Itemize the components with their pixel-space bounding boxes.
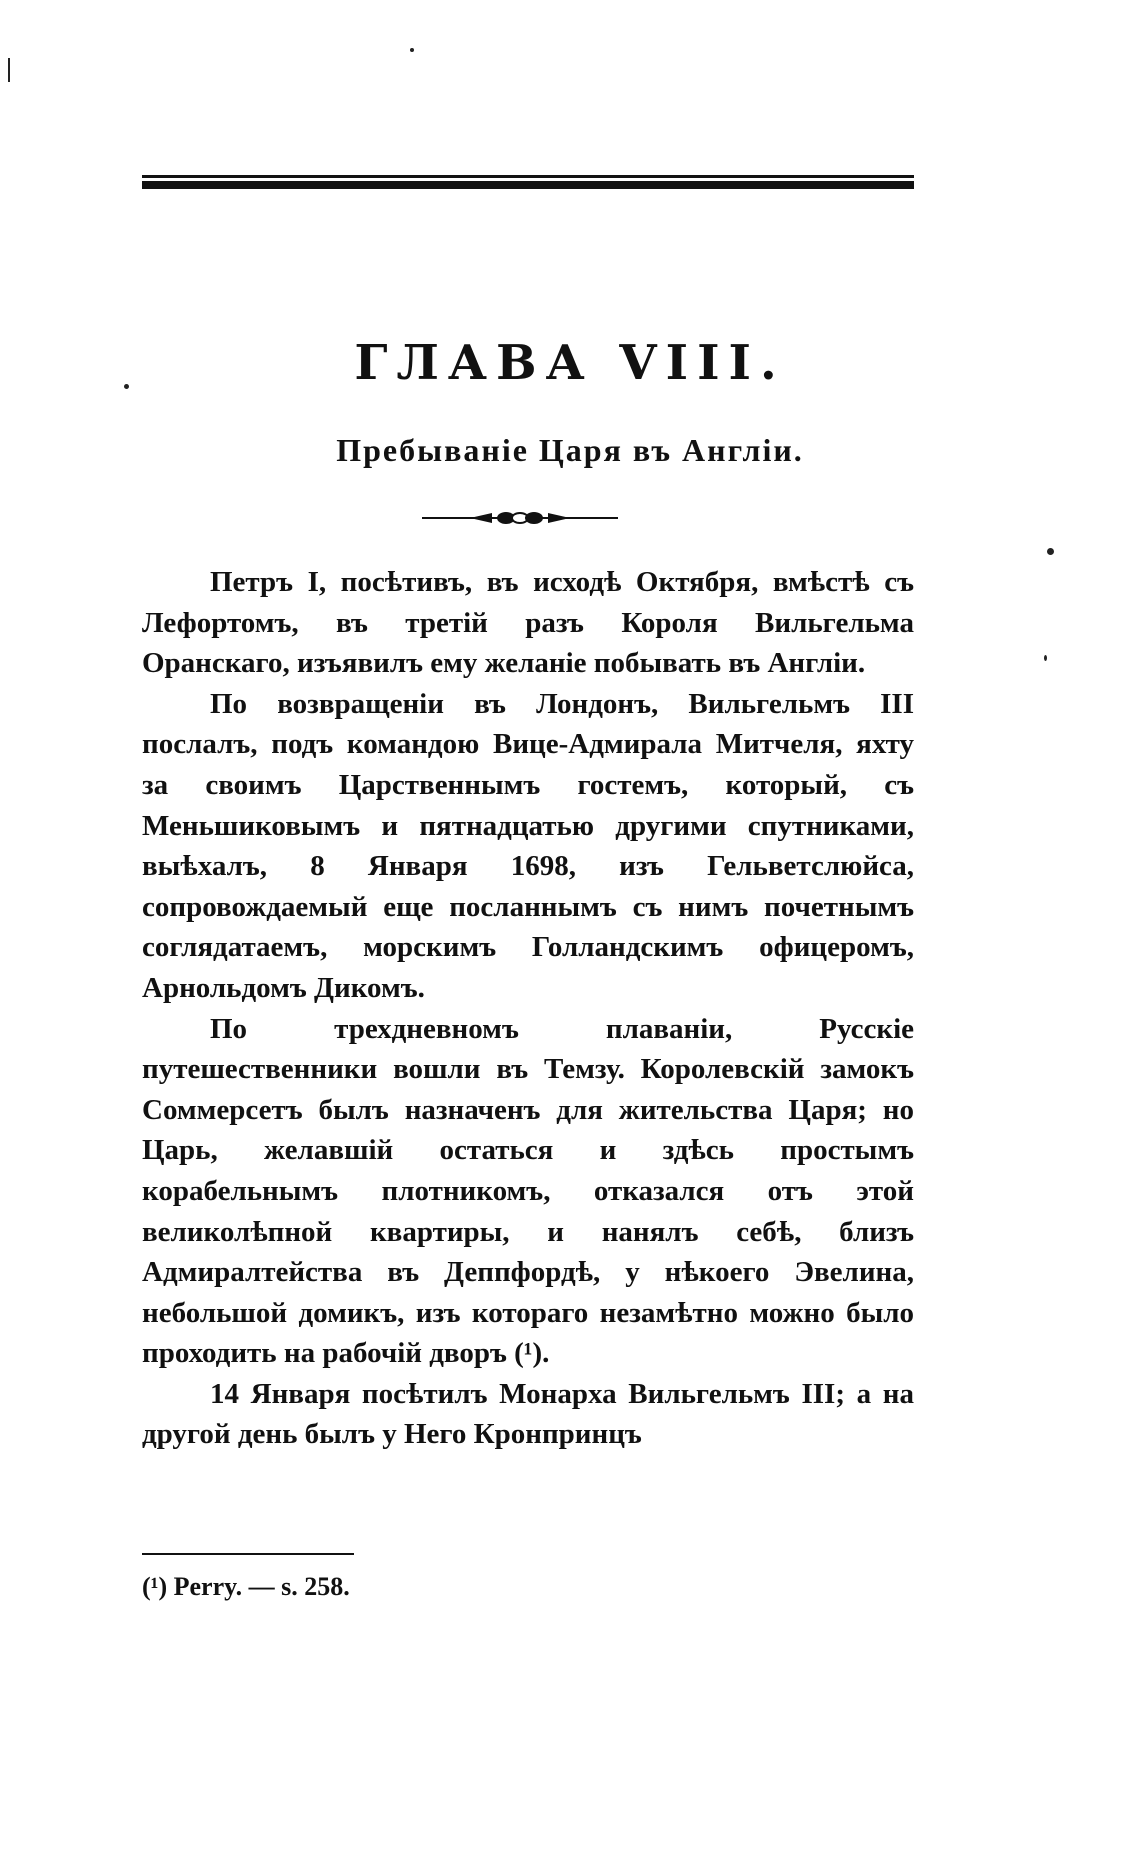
chapter-body bbox=[142, 562, 914, 1455]
ornament-divider-icon bbox=[420, 508, 620, 528]
scan-speck bbox=[1047, 548, 1054, 555]
scan-speck bbox=[1044, 655, 1047, 661]
chapter-title: ГЛАВА VIII. bbox=[354, 335, 786, 391]
paragraph: 14 Января посѣтилъ Монарха Вильгельмъ III; а на другой день былъ у Него Кронпринцъ bbox=[142, 1377, 914, 1451]
footnote: (¹) Perry. — s. 258. bbox=[142, 1572, 350, 1601]
scan-speck bbox=[410, 48, 414, 52]
scan-edge-mark bbox=[8, 58, 10, 82]
footnote-rule bbox=[142, 1553, 354, 1555]
chapter-subtitle: Пребываніе Царя въ Англіи. bbox=[336, 432, 804, 468]
chapter-top-rule bbox=[142, 175, 914, 189]
rule-thin-line bbox=[142, 175, 914, 178]
paragraph: По трехдневномъ плаваніи, Русскіе путешественники вошли въ Темзу. Королевскій замокъ Соммерсетъ былъ назначенъ для жительства Царя; но Царь, желавшій остаться и здѣсь простымъ корабельнымъ плотникомъ, отказался отъ этой великолѣпной квартиры, и нанялъ себѣ, близъ Адмиралтейства въ Деппфордѣ, у нѣкоего Эвелина, небольшой домикъ, изъ котораго незамѣтно можно было проходить на рабочій дворъ (¹). bbox=[142, 1012, 914, 1370]
rule-thick-line bbox=[142, 181, 914, 189]
paragraph: По возвращеніи въ Лондонъ, Вильгельмъ III послалъ, подъ командою Вице-Адмирала Митчеля, яхту за своимъ Царственнымъ гостемъ, который, съ Меньшиковымъ и пятнадцатью другими спутниками, выѣхалъ, 8 Января 1698, изъ Гельветслюйса, сопровождаемый еще посланнымъ съ нимъ почетнымъ соглядатаемъ, морскимъ Голландскимъ офицеромъ, Арнольдомъ Дикомъ. bbox=[142, 687, 914, 1004]
paragraph: Петръ I, посѣтивъ, въ исходѣ Октября, вмѣстѣ съ Лефортомъ, въ третій разъ Короля Вильгельма Оранскаго, изъявилъ ему желаніе побывать въ Англіи. bbox=[142, 566, 914, 680]
